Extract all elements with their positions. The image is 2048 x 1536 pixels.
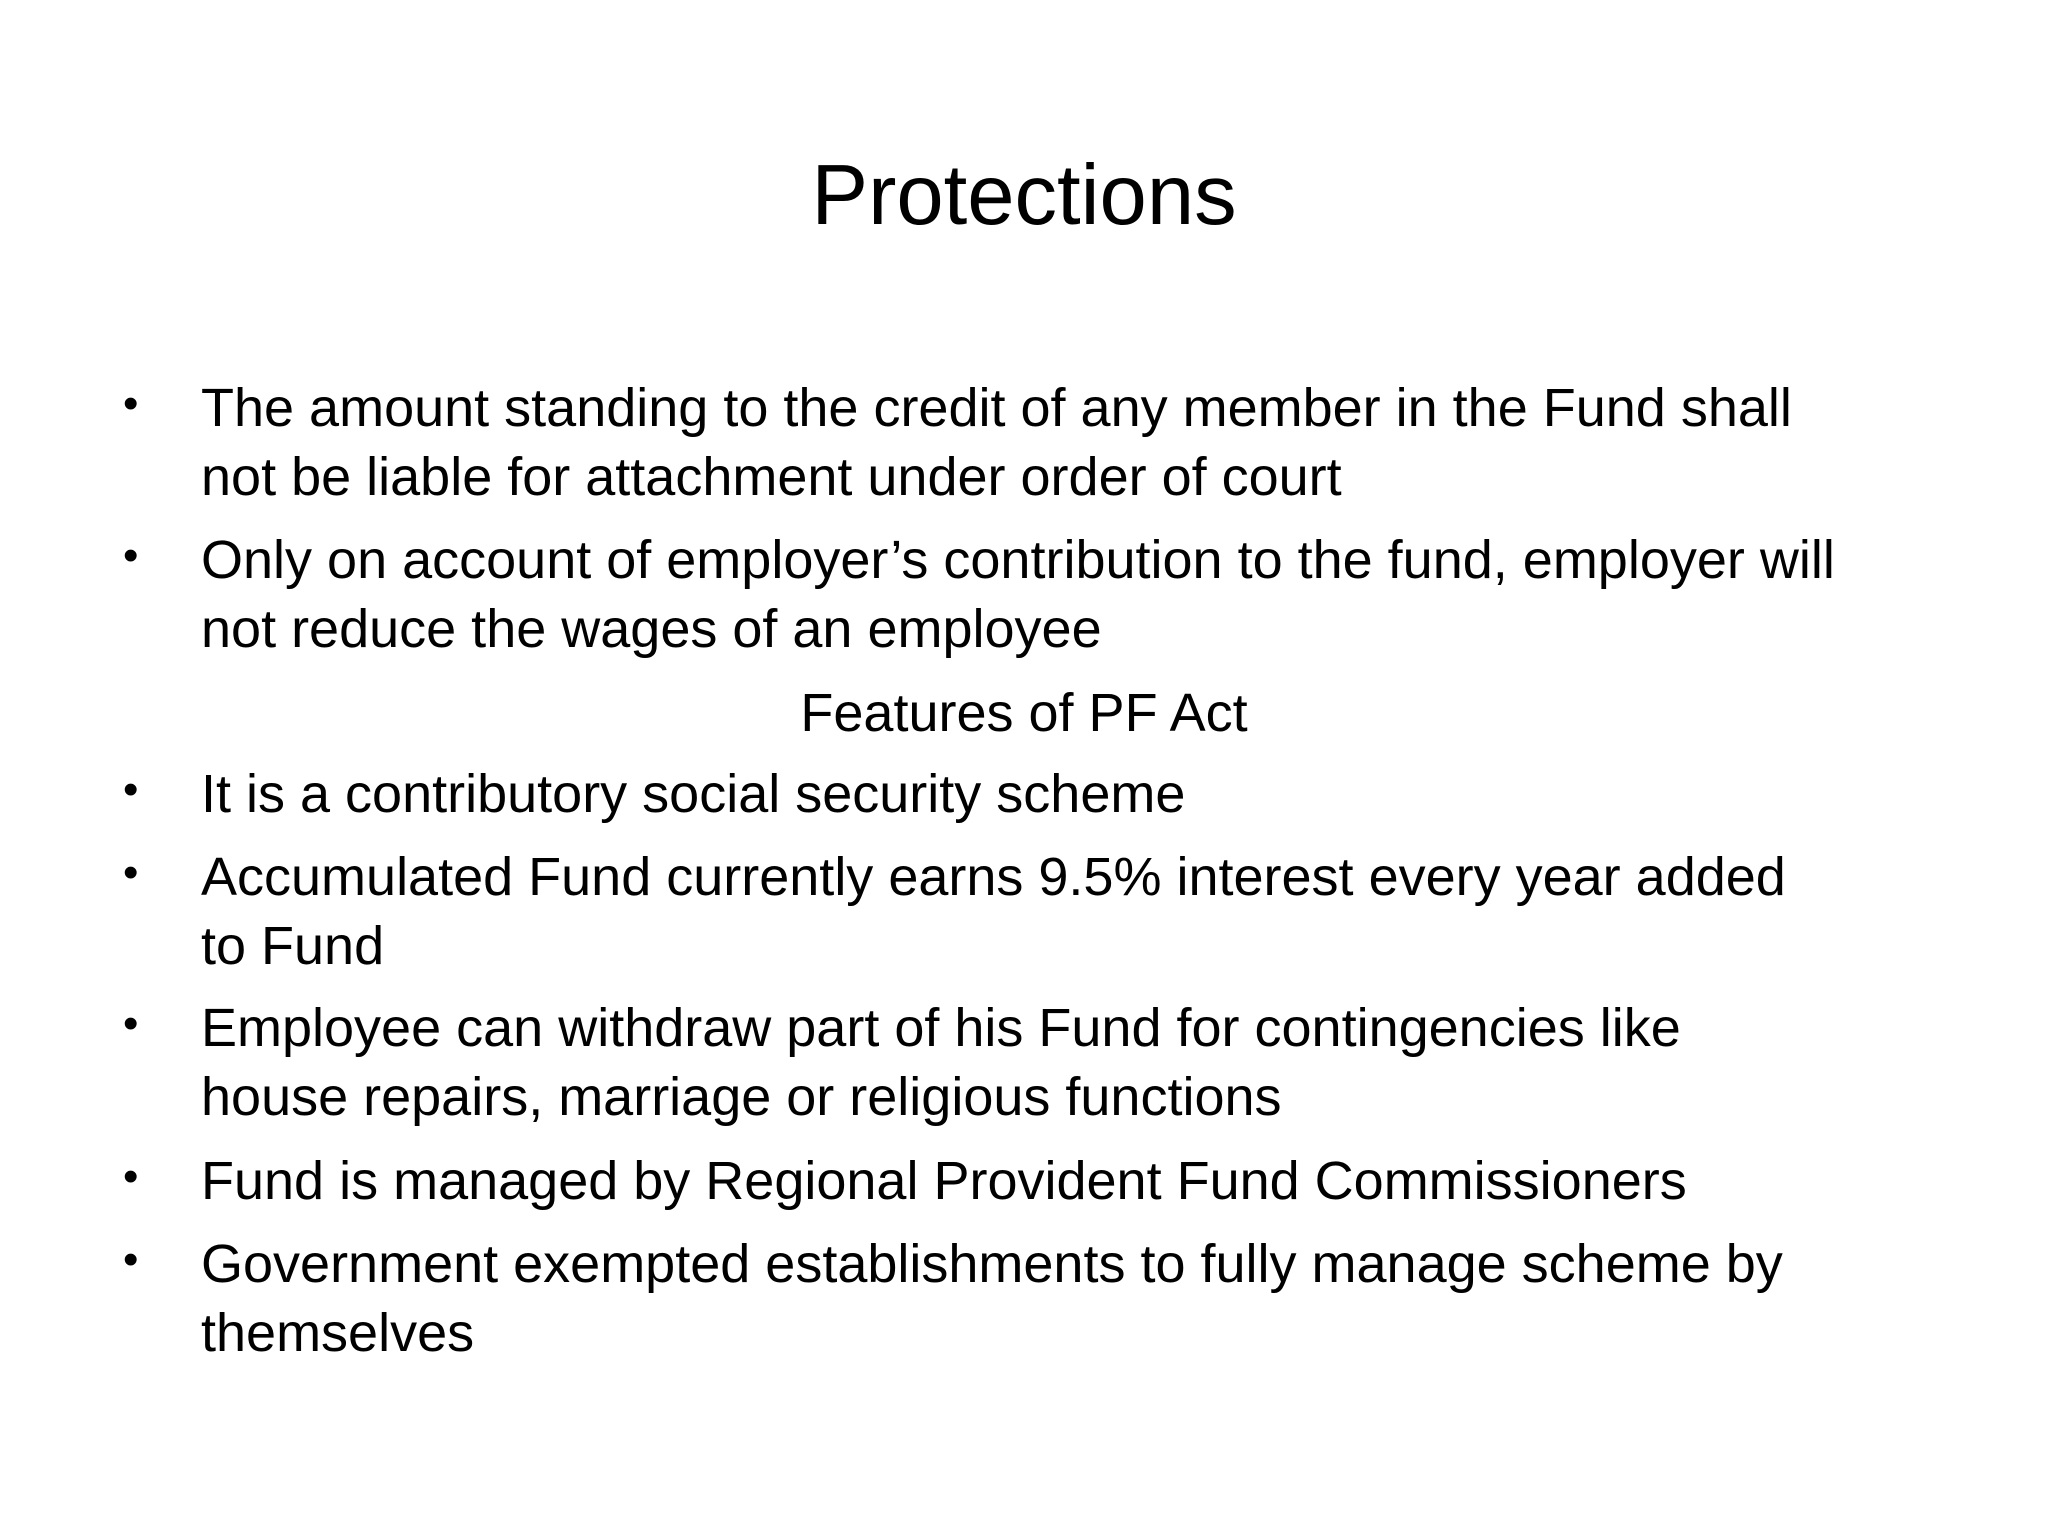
- bullet-text-line: house repairs, marriage or religious functions: [201, 1067, 1282, 1127]
- bullet-text-line: Accumulated Fund currently earns 9.5% interest every year added: [201, 847, 1786, 907]
- bullet-text-line: not be liable for attachment under order of court: [201, 447, 1342, 507]
- bullet-text-line: to Fund: [201, 916, 385, 976]
- bullet-text: [201, 994, 1991, 1132]
- bullet-text-line: not reduce the wages of an employee: [201, 599, 1102, 659]
- bullet-dot: •: [123, 1152, 139, 1201]
- slide-title: Protections: [811, 148, 1237, 243]
- bullet-text: [201, 526, 1991, 664]
- features-heading: Features of PF Act: [800, 683, 1248, 743]
- bullet-text-line: It is a contributory social security scheme: [201, 764, 1186, 824]
- bullet-text: [201, 374, 1991, 512]
- bullet-text-line: themselves: [201, 1303, 475, 1363]
- bullet-text: [201, 1230, 1991, 1368]
- bullet-text: [201, 760, 1991, 829]
- bullet-text-line: Government exempted establishments to fully manage scheme by: [201, 1234, 1783, 1294]
- bullet-dot: •: [123, 531, 139, 580]
- bullet-dot: •: [123, 848, 139, 897]
- bullet-text-line: Only on account of employer’s contribution to the fund, employer will: [201, 530, 1835, 590]
- bullet-text-line: Fund is managed by Regional Provident Fund Commissioners: [201, 1151, 1687, 1211]
- bullet-dot: •: [123, 765, 139, 814]
- bullet-text: [201, 1147, 1991, 1216]
- bullet-dot: •: [123, 999, 139, 1048]
- bullet-text-line: The amount standing to the credit of any member in the Fund shall: [201, 378, 1792, 438]
- bullet-text: [201, 843, 1991, 981]
- bullet-dot: •: [123, 1235, 139, 1284]
- bullet-text-line: Employee can withdraw part of his Fund for contingencies like: [201, 998, 1681, 1058]
- bullet-dot: •: [123, 379, 139, 428]
